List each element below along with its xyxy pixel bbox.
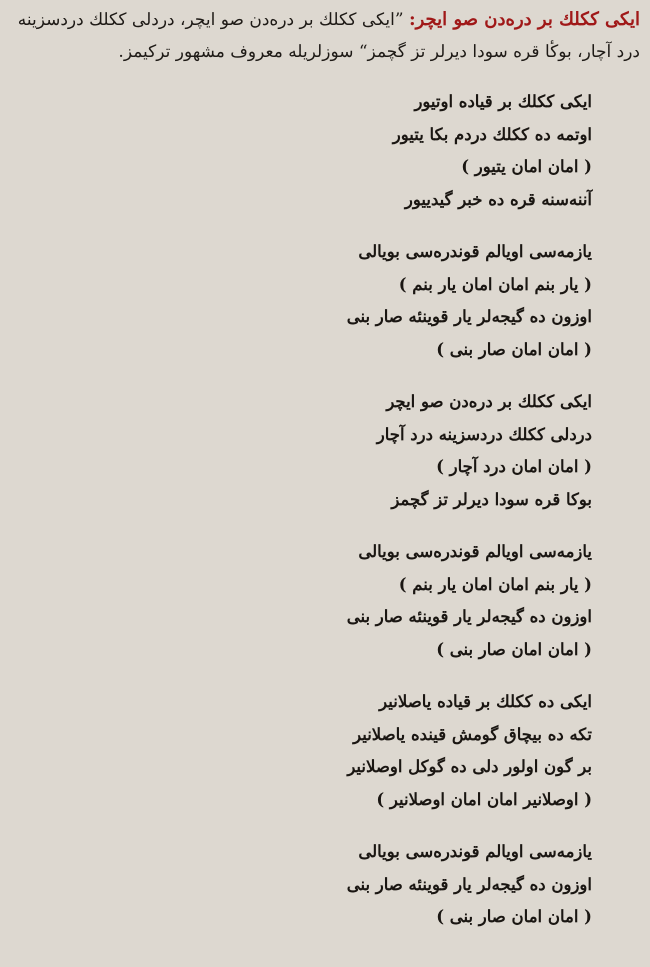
verse-line: ( یار بنم امان امان یار بنم )	[398, 274, 592, 294]
stanza-5	[212, 686, 592, 816]
stanza-1	[212, 86, 592, 216]
verse-line: ( اوصلانیر امان امان اوصلانیر )	[376, 789, 592, 809]
poem	[212, 86, 592, 934]
stanza-divider	[212, 816, 592, 836]
stanza-divider	[212, 666, 592, 686]
verse-line: بوکا قره سودا دیرلر تز گچمز	[391, 489, 592, 509]
verse-line: اوزون ده گیجه‌لر یار قوینئه صار بنی	[346, 607, 592, 626]
intro-title: ایکی ککلك بر دره‌دن صو ایچر:	[408, 9, 640, 30]
intro-text: ”ایکی ککلك بر دره‌دن صو ایچر، دردلی ککلك دردسزینه درد آچار، بوكٔا قره سودا دیرلر تز گچمز“ سوزلریله معروف مشهور ترکیمز.	[17, 10, 640, 62]
verse-line: دردلی ککلك دردسزینه درد آچار	[376, 424, 592, 444]
verse-line: بر گون اولور دلی ده گوکل اوصلانیر	[347, 757, 592, 776]
verse-line: اوتمه ده ککلك دردم بکا یتیور	[392, 124, 592, 144]
verse-line: یازمه‌سی اویالم قوندره‌سی بویالی	[358, 242, 592, 261]
verse-line: ( امان امان صار بنی )	[436, 339, 592, 359]
verse-line: اوزون ده گیجه‌لر یار قوینئه صار بنی	[346, 307, 592, 326]
verse-line: ( یار بنم امان امان یار بنم )	[398, 574, 592, 594]
stanza-divider	[212, 216, 592, 236]
verse-line: یازمه‌سی اویالم قوندره‌سی بویالی	[358, 542, 592, 561]
verse-line: تکه ده بیچاق گومش قینده یاصلانیر	[353, 724, 592, 744]
verse-line: ایکی ککلك بر قیاده اوتیور	[414, 92, 592, 111]
stanza-2	[212, 236, 592, 366]
stanza-3	[212, 386, 592, 516]
stanza-divider	[212, 366, 592, 386]
verse-line: یازمه‌سی اویالم قوندره‌سی بویالی	[358, 842, 592, 861]
verse-line: ایکی ککلك بر دره‌دن صو ایچر	[386, 392, 592, 411]
stanza-divider	[212, 516, 592, 536]
stanza-4	[212, 536, 592, 666]
stanza-6	[212, 836, 592, 934]
verse-line: ( امان امان درد آچار )	[436, 457, 592, 476]
verse-line: آننه‌سنه قره ده خبر گیدییور	[404, 189, 592, 209]
verse-line: ( امان امان صار بنی )	[436, 907, 592, 926]
verse-line: ( امان امان یتیور )	[461, 157, 592, 176]
verse-line: ( امان امان صار بنی )	[436, 639, 592, 659]
intro-paragraph	[12, 4, 640, 68]
verse-line: اوزون ده گیجه‌لر یار قوینئه صار بنی	[346, 874, 592, 894]
verse-line: ایکی ده ککلك بر قیاده یاصلانیر	[379, 692, 592, 711]
